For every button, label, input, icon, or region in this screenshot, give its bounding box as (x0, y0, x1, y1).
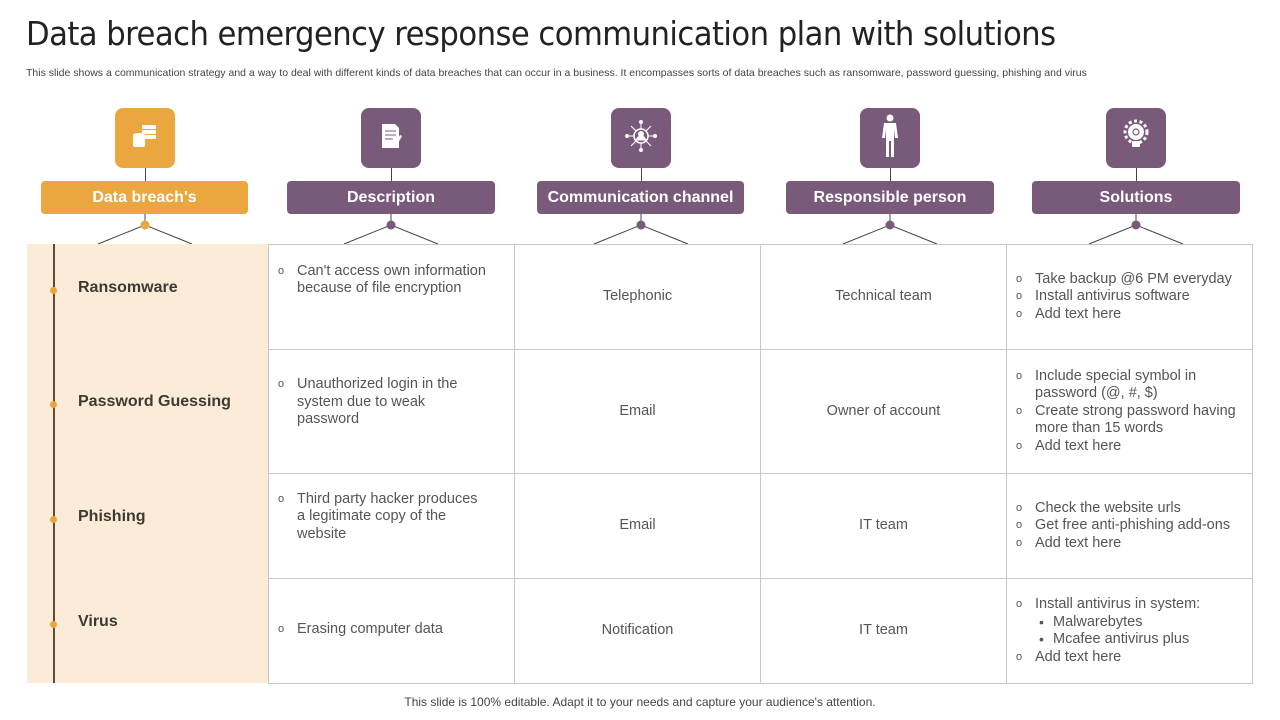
table-cell (514, 578, 761, 684)
solution-item: o Take backup @6 PM everyday (1035, 271, 1242, 289)
column-header: Solutions (1032, 181, 1240, 214)
header-icon-box (611, 108, 671, 168)
table-cell (760, 349, 1007, 474)
solution-item: o Install antivirus in system: (1035, 596, 1242, 614)
breach-name: Ransomware (78, 278, 178, 296)
connector (1136, 168, 1137, 181)
channel: Notification (601, 622, 674, 639)
timeline-line (53, 244, 55, 683)
solution-item: o Get free anti-phishing add-ons (1035, 517, 1242, 535)
table-cell (1006, 349, 1253, 474)
database-icon (130, 121, 160, 156)
table-cell (760, 578, 1007, 684)
table-cell (760, 473, 1007, 579)
header-icon-box (1106, 108, 1166, 168)
column-header: Responsible person (786, 181, 994, 214)
responsible-person: Owner of account (826, 402, 941, 419)
channel: Telephonic (602, 288, 673, 305)
channel: Email (619, 402, 656, 419)
breach-name: Password Guessing (78, 393, 231, 410)
person-icon (880, 114, 900, 163)
timeline-dot (50, 516, 57, 523)
solution-item: o Add text here (1035, 535, 1242, 553)
solution-item: o Add text here (1035, 438, 1242, 456)
channel: Email (619, 517, 656, 534)
table-cell (1006, 578, 1253, 684)
footer-note: This slide is 100% editable. Adapt it to your needs and capture your audience's attention. (404, 695, 876, 709)
column-header: Communication channel (537, 181, 744, 214)
table-cell (514, 349, 761, 474)
table-cell (268, 349, 515, 474)
page-title: Data breach emergency response communication plan with solutions (26, 14, 1056, 53)
description-item: o Unauthorized login in the system due to weak password (297, 376, 489, 429)
page-subtitle: This slide shows a communication strategy and a way to deal with different kinds of data breaches that can occur in a business. It encompasses sorts of data breaches such as ransomware, password guessing, phishing and virus (26, 67, 1087, 79)
header-dot (1132, 221, 1141, 230)
timeline-dot (50, 287, 57, 294)
column-header: Data breach's (41, 181, 248, 214)
document-pen-icon (376, 121, 406, 156)
responsible-person: IT team (859, 517, 908, 534)
solution-item: o Add text here (1035, 306, 1242, 324)
connector (145, 168, 146, 181)
responsible-person: Technical team (835, 288, 932, 305)
connector (641, 168, 642, 181)
table-cell (268, 578, 515, 684)
header-icon-box (860, 108, 920, 168)
timeline-dot (50, 401, 57, 408)
header-dot (141, 221, 150, 230)
solution-item: • Malwarebytes (1035, 614, 1242, 632)
table-cell (268, 473, 515, 579)
header-dot (886, 221, 895, 230)
table-cell (1006, 473, 1253, 579)
connector (890, 168, 891, 181)
lightbulb-gear-icon (1121, 119, 1151, 158)
table-cell (268, 244, 515, 350)
solution-item: o Add text here (1035, 649, 1242, 667)
header-dot (387, 221, 396, 230)
table-cell (514, 473, 761, 579)
header-dot (637, 221, 646, 230)
description-item: o Erasing computer data (297, 621, 489, 639)
responsible-person: IT team (859, 622, 908, 639)
breach-column-background (27, 244, 268, 683)
solution-item: o Create strong password having more than 15 words (1035, 403, 1242, 438)
table-cell (1006, 244, 1253, 350)
timeline-dot (50, 621, 57, 628)
description-item: o Can't access own information because of file encryption (297, 263, 489, 298)
connector (391, 168, 392, 181)
table-cell (514, 244, 761, 350)
column-header: Description (287, 181, 495, 214)
solution-item: o Check the website urls (1035, 500, 1242, 518)
header-icon-box (361, 108, 421, 168)
solution-item: o Include special symbol in password (@, #, $) (1035, 368, 1242, 403)
solution-item: o Install antivirus software (1035, 288, 1242, 306)
network-person-icon (624, 119, 658, 158)
solution-item: • Mcafee antivirus plus (1035, 631, 1242, 649)
header-icon-box (115, 108, 175, 168)
description-item: o Third party hacker produces a legitimate copy of the website (297, 491, 489, 544)
breach-name: Phishing (78, 507, 146, 525)
breach-name: Virus (78, 612, 118, 630)
table-cell (760, 244, 1007, 350)
